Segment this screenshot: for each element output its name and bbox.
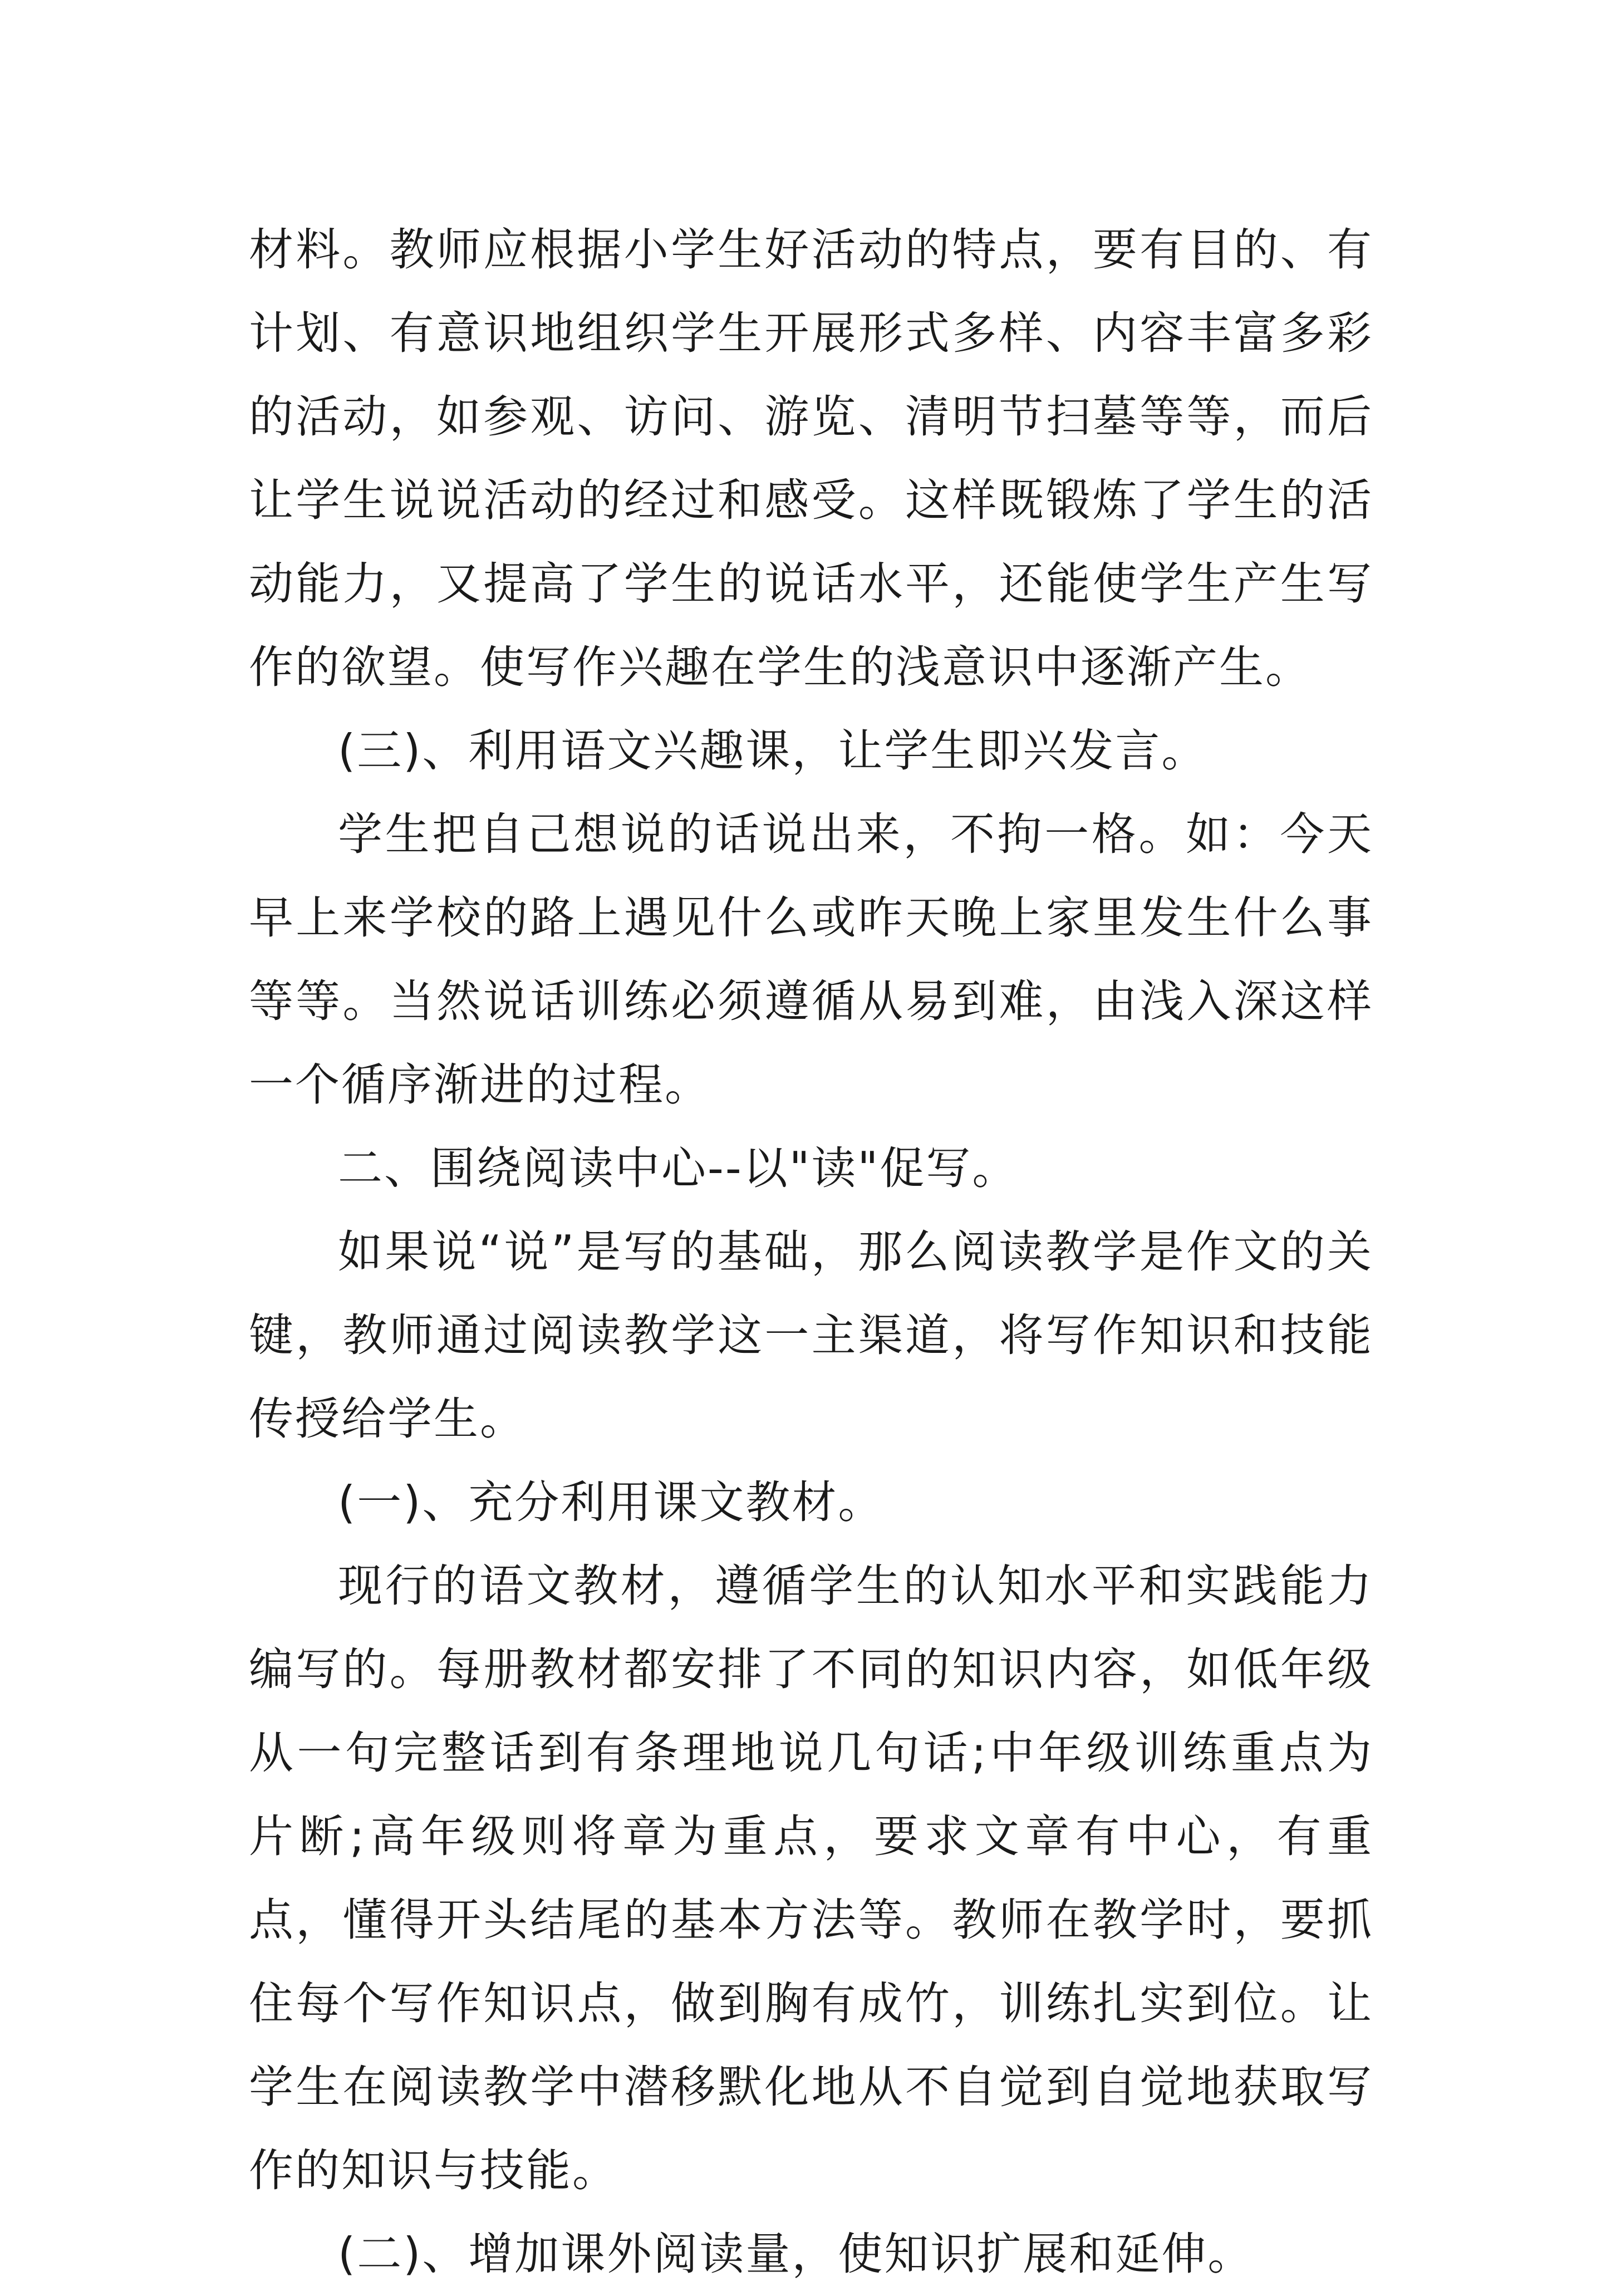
- paragraph-textbook: 现行的语文教材，遵循学生的认知水平和实践能力编写的。每册教材都安排了不同的知识内容，如低年级从一句完整话到有条理地说几句话;中年级训练重点为片断;高年级则将章为重点，要求文章有中心，有重点，懂得开头结尾的基本方法等。教师在教学时，要抓住每个写作知识点，做到胸有成竹，训练扎实到位。让学生在阅读教学中潜移默化地从不自觉到自觉地获取写作的知识与技能。: [249, 1560, 1373, 2196]
- subheading-one: (一)、充分利用课文教材。: [338, 1476, 885, 1528]
- paragraph-continuation: 材料。教师应根据小学生好活动的特点，要有目的、有计划、有意识地组织学生开展形式多样、内容丰富多彩的活动，如参观、访问、游览、清明节扫墓等等，而后让学生说说活动的经过和感受。这样既锻炼了学生的活动能力，又提高了学生的说话水平，还能使学生产生写作的欲望。使写作兴趣在学生的浅意识中逐渐产生。: [249, 224, 1373, 693]
- document-body: [249, 208, 1373, 2296]
- subheading-three: (三)、利用语文兴趣课，让学生即兴发言。: [338, 725, 1208, 777]
- subheading-two: (二)、增加课外阅读量，使知识扩展和延伸。: [338, 2228, 1254, 2280]
- section-heading-two: 二、围绕阅读中心--以"读"促写。: [338, 1142, 1019, 1194]
- paragraph-reading-key: 如果说“说”是写的基础，那么阅读教学是作文的关键，教师通过阅读教学这一主渠道，将写作知识和技能传授给学生。: [249, 1226, 1373, 1445]
- paragraph-speaking: 学生把自己想说的话说出来，不拘一格。如：今天早上来学校的路上遇见什么或昨天晚上家里发生什么事等等。当然说话训练必须遵循从易到难，由浅入深这样一个循序渐进的过程。: [249, 808, 1373, 1111]
